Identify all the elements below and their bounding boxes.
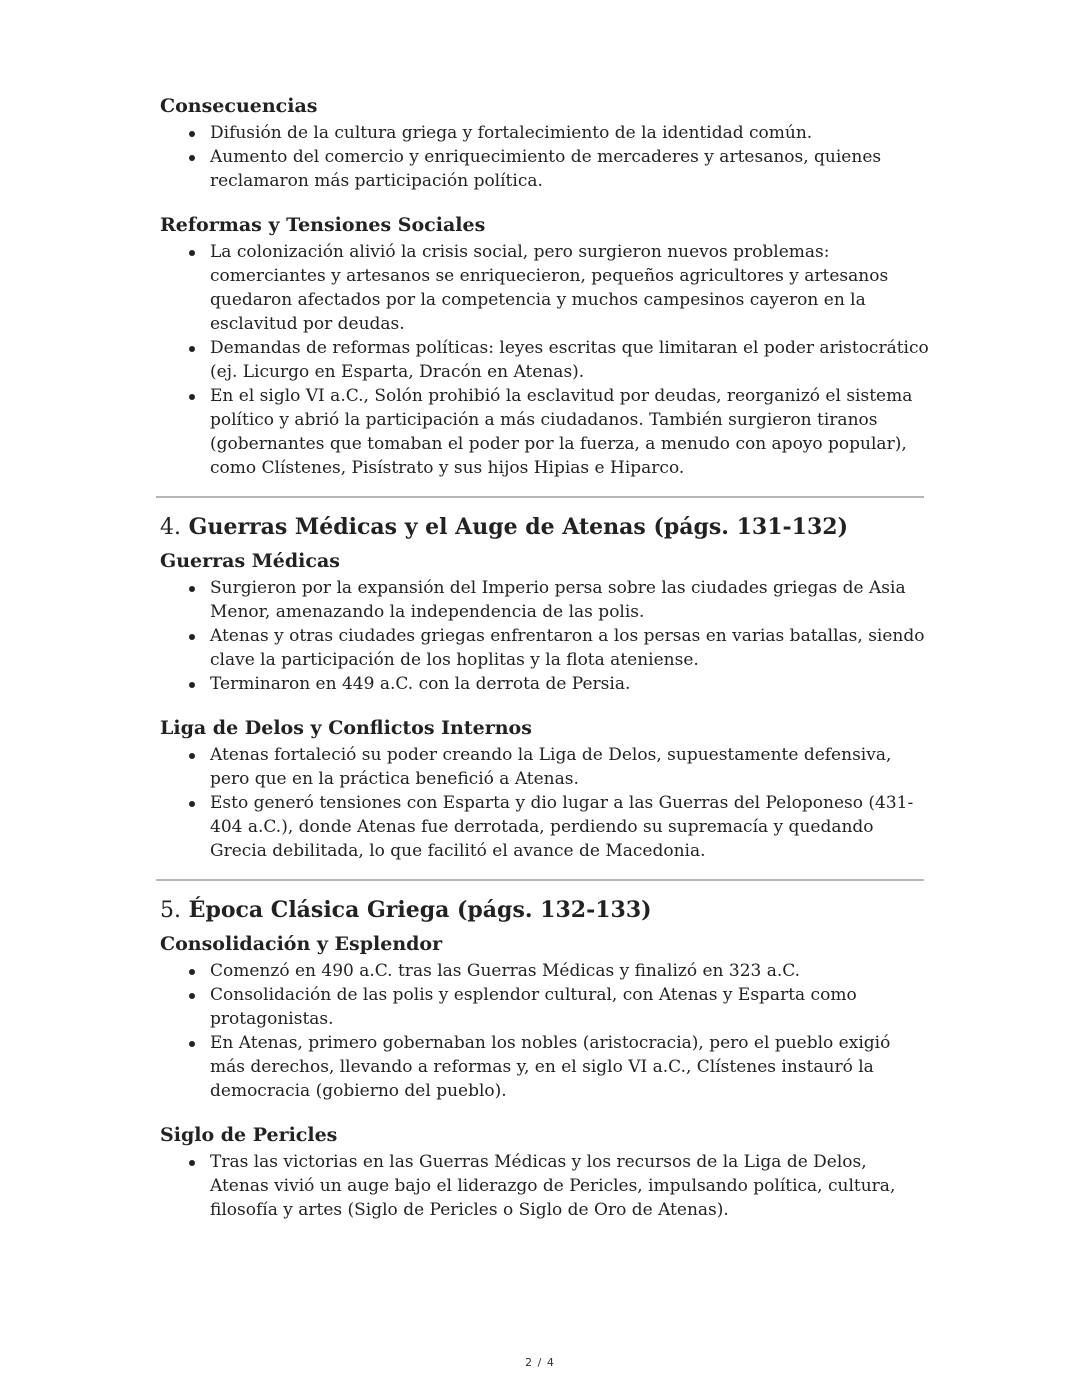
list-reformas	[160, 240, 930, 480]
list-item: Terminaron en 449 a.C. con la derrota de Persia.	[210, 672, 930, 696]
list-item: Esto generó tensiones con Esparta y dio lugar a las Guerras del Peloponeso (431-404 a.C.), donde Atenas fue derrotada, perdiendo su supremacía y quedando Grecia debilitada, lo que facilitó el avance de Macedonia.	[210, 791, 930, 863]
list-item: En el siglo VI a.C., Solón prohibió la esclavitud por deudas, reorganizó el sistema político y abrió la participación a más ciudadanos. También surgieron tiranos (gobernantes que tomaban el poder por la fuerza, a menudo con apoyo popular), como Clístenes, Pisístrato y sus hijos Hipias e Hiparco.	[210, 384, 930, 480]
list-item: Surgieron por la expansión del Imperio persa sobre las ciudades griegas de Asia Menor, amenazando la independencia de las polis.	[210, 576, 930, 624]
section-4-title-text: Guerras Médicas y el Auge de Atenas (págs. 131-132)	[188, 514, 848, 540]
list-item: Consolidación de las polis y esplendor cultural, con Atenas y Esparta como protagonistas.	[210, 983, 930, 1031]
list-item: Demandas de reformas políticas: leyes escritas que limitaran el poder aristocrático (ej. Licurgo en Esparta, Dracón en Atenas).	[210, 338, 929, 382]
list-liga-de-delos	[160, 743, 930, 863]
heading-liga-de-delos: Liga de Delos y Conflictos Internos	[160, 717, 532, 739]
list-item: Atenas y otras ciudades griegas enfrentaron a los persas en varias batallas, siendo clave la participación de los hoplitas y la flota ateniense.	[210, 624, 930, 672]
list-consecuencias	[160, 121, 930, 193]
section-divider	[156, 496, 924, 498]
list-guerras-medicas	[160, 576, 930, 696]
section-divider	[156, 879, 924, 881]
heading-consolidacion: Consolidación y Esplendor	[160, 933, 443, 955]
list-item: Difusión de la cultura griega y fortalecimiento de la identidad común.	[210, 121, 930, 145]
list-item: Aumento del comercio y enriquecimiento de mercaderes y artesanos, quienes reclamaron más participación política.	[210, 145, 930, 193]
section-4-number: 4.	[160, 515, 181, 540]
list-item: Atenas fortaleció su poder creando la Liga de Delos, supuestamente defensiva, pero que en la práctica benefició a Atenas.	[210, 743, 930, 791]
section-4-title	[160, 512, 930, 543]
heading-reformas: Reformas y Tensiones Sociales	[160, 214, 486, 236]
section-5-title	[160, 895, 930, 926]
list-item: Tras las victorias en las Guerras Médicas y los recursos de la Liga de Delos, Atenas vivió un auge bajo el liderazgo de Pericles, impulsando política, cultura, filosofía y artes (Siglo de Pericles o Siglo de Oro de Atenas).	[210, 1150, 930, 1222]
list-item: Comenzó en 490 a.C. tras las Guerras Médicas y finalizó en 323 a.C.	[210, 959, 930, 983]
section-5-number: 5.	[160, 898, 181, 923]
heading-siglo-de-pericles: Siglo de Pericles	[160, 1124, 338, 1146]
section-5-title-text: Época Clásica Griega (págs. 132-133)	[188, 897, 652, 923]
page-content	[160, 94, 930, 1222]
heading-consecuencias: Consecuencias	[160, 95, 318, 117]
list-item: En Atenas, primero gobernaban los nobles (aristocracia), pero el pueblo exigió más derechos, llevando a reformas y, en el siglo VI a.C., Clístenes instauró la democracia (gobierno del pueblo).	[210, 1031, 930, 1103]
list-item: La colonización alivió la crisis social, pero surgieron nuevos problemas: comerciantes y artesanos se enriquecieron, pequeños agricultores y artesanos quedaron afectados por la competencia y muchos campesinos cayeron en la esclavitud por deudas.	[210, 240, 930, 336]
list-siglo-de-pericles	[160, 1150, 930, 1222]
list-consolidacion	[160, 959, 930, 1103]
page-indicator: 2 / 4	[525, 1356, 555, 1369]
heading-guerras-medicas: Guerras Médicas	[160, 550, 340, 572]
